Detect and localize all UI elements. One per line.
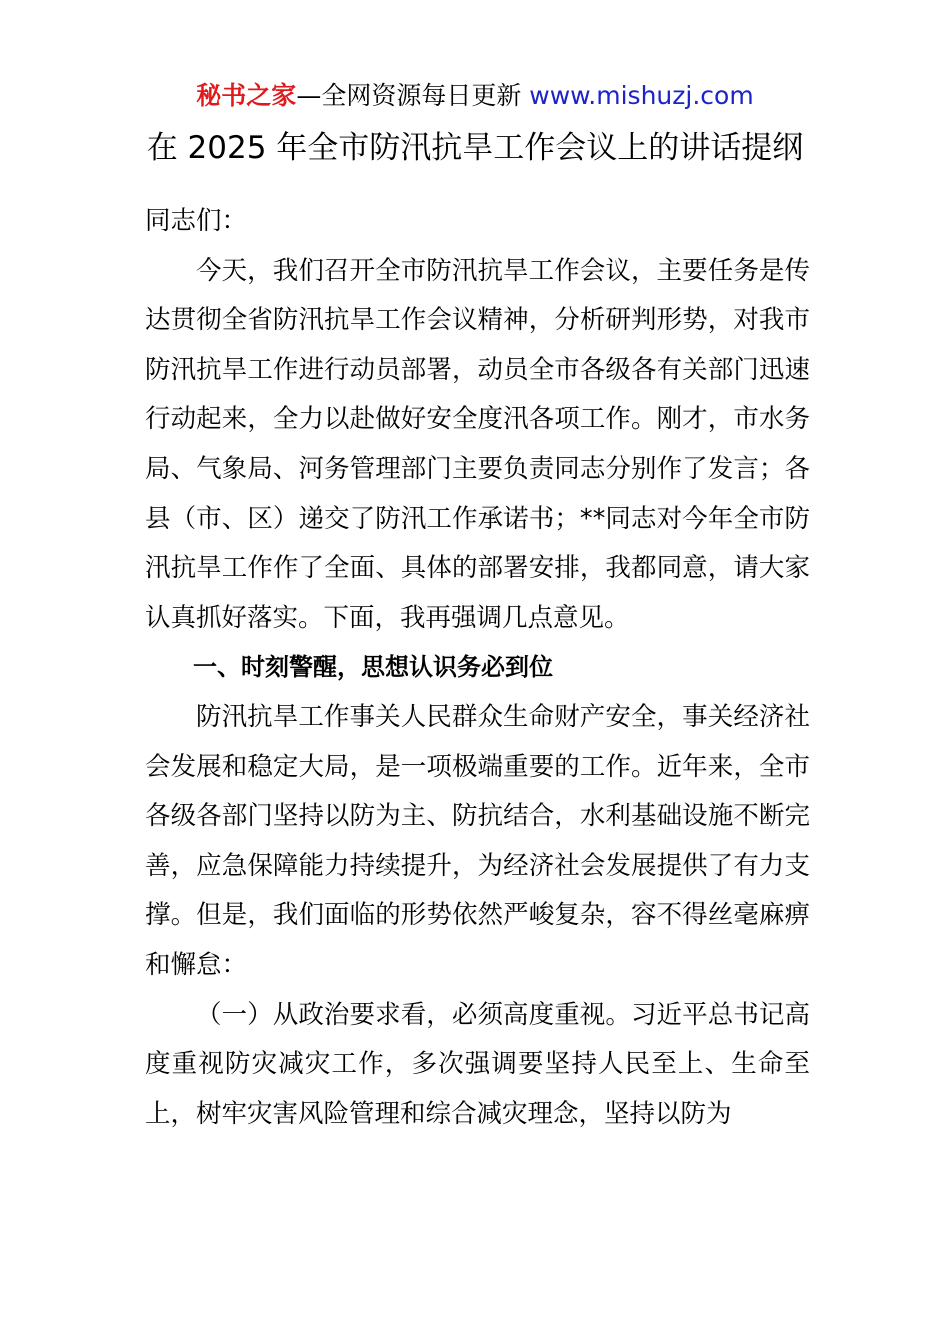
paragraph-intro: 今天，我们召开全市防汛抗旱工作会议，主要任务是传达贯彻全省防汛抗旱工作会议精神，分析研判形势，对我市防汛抗旱工作进行动员部署，动员全市各级各有关部门迅速行动起来，全力以赴做好安全度汛各项工作。刚才，市水务局、气象局、河务管理部门主要负责同志分别作了发言；各县（市、区）递交了防汛工作承诺书；**同志对今年全市防汛抗旱工作作了全面、具体的部署安排，我都同意，请大家认真抓好落实。下面，我再强调几点意见。 <box>145 255 810 633</box>
header-tagline: —全网资源每日更新 <box>296 81 530 110</box>
site-header <box>0 80 950 112</box>
paragraph-point-one: （一）从政治要求看，必须高度重视。习近平总书记高度重视防灾减灾工作，多次强调要坚持人民至上、生命至上，树牢灾害风险管理和综合减灾理念，坚持以防为 <box>145 999 810 1129</box>
brand-name: 秘书之家 <box>196 81 297 110</box>
site-url[interactable]: www.mishuzj.com <box>529 81 754 110</box>
section-heading: 一、时刻警醒，思想认识务必到位 <box>193 653 553 682</box>
paragraph-context: 防汛抗旱工作事关人民群众生命财产安全，事关经济社会发展和稳定大局，是一项极端重要的工作。近年来，全市各级各部门坚持以防为主、防抗结合，水利基础设施不断完善，应急保障能力持续提升，为经济社会发展提供了有力支撑。但是，我们面临的形势依然严峻复杂，容不得丝毫麻痹和懈怠： <box>145 701 810 980</box>
document-title: 在 2025 年全市防汛抗旱工作会议上的讲话提纲 <box>146 130 804 166</box>
document-body <box>145 197 810 1139</box>
salutation: 同志们： <box>145 206 248 236</box>
